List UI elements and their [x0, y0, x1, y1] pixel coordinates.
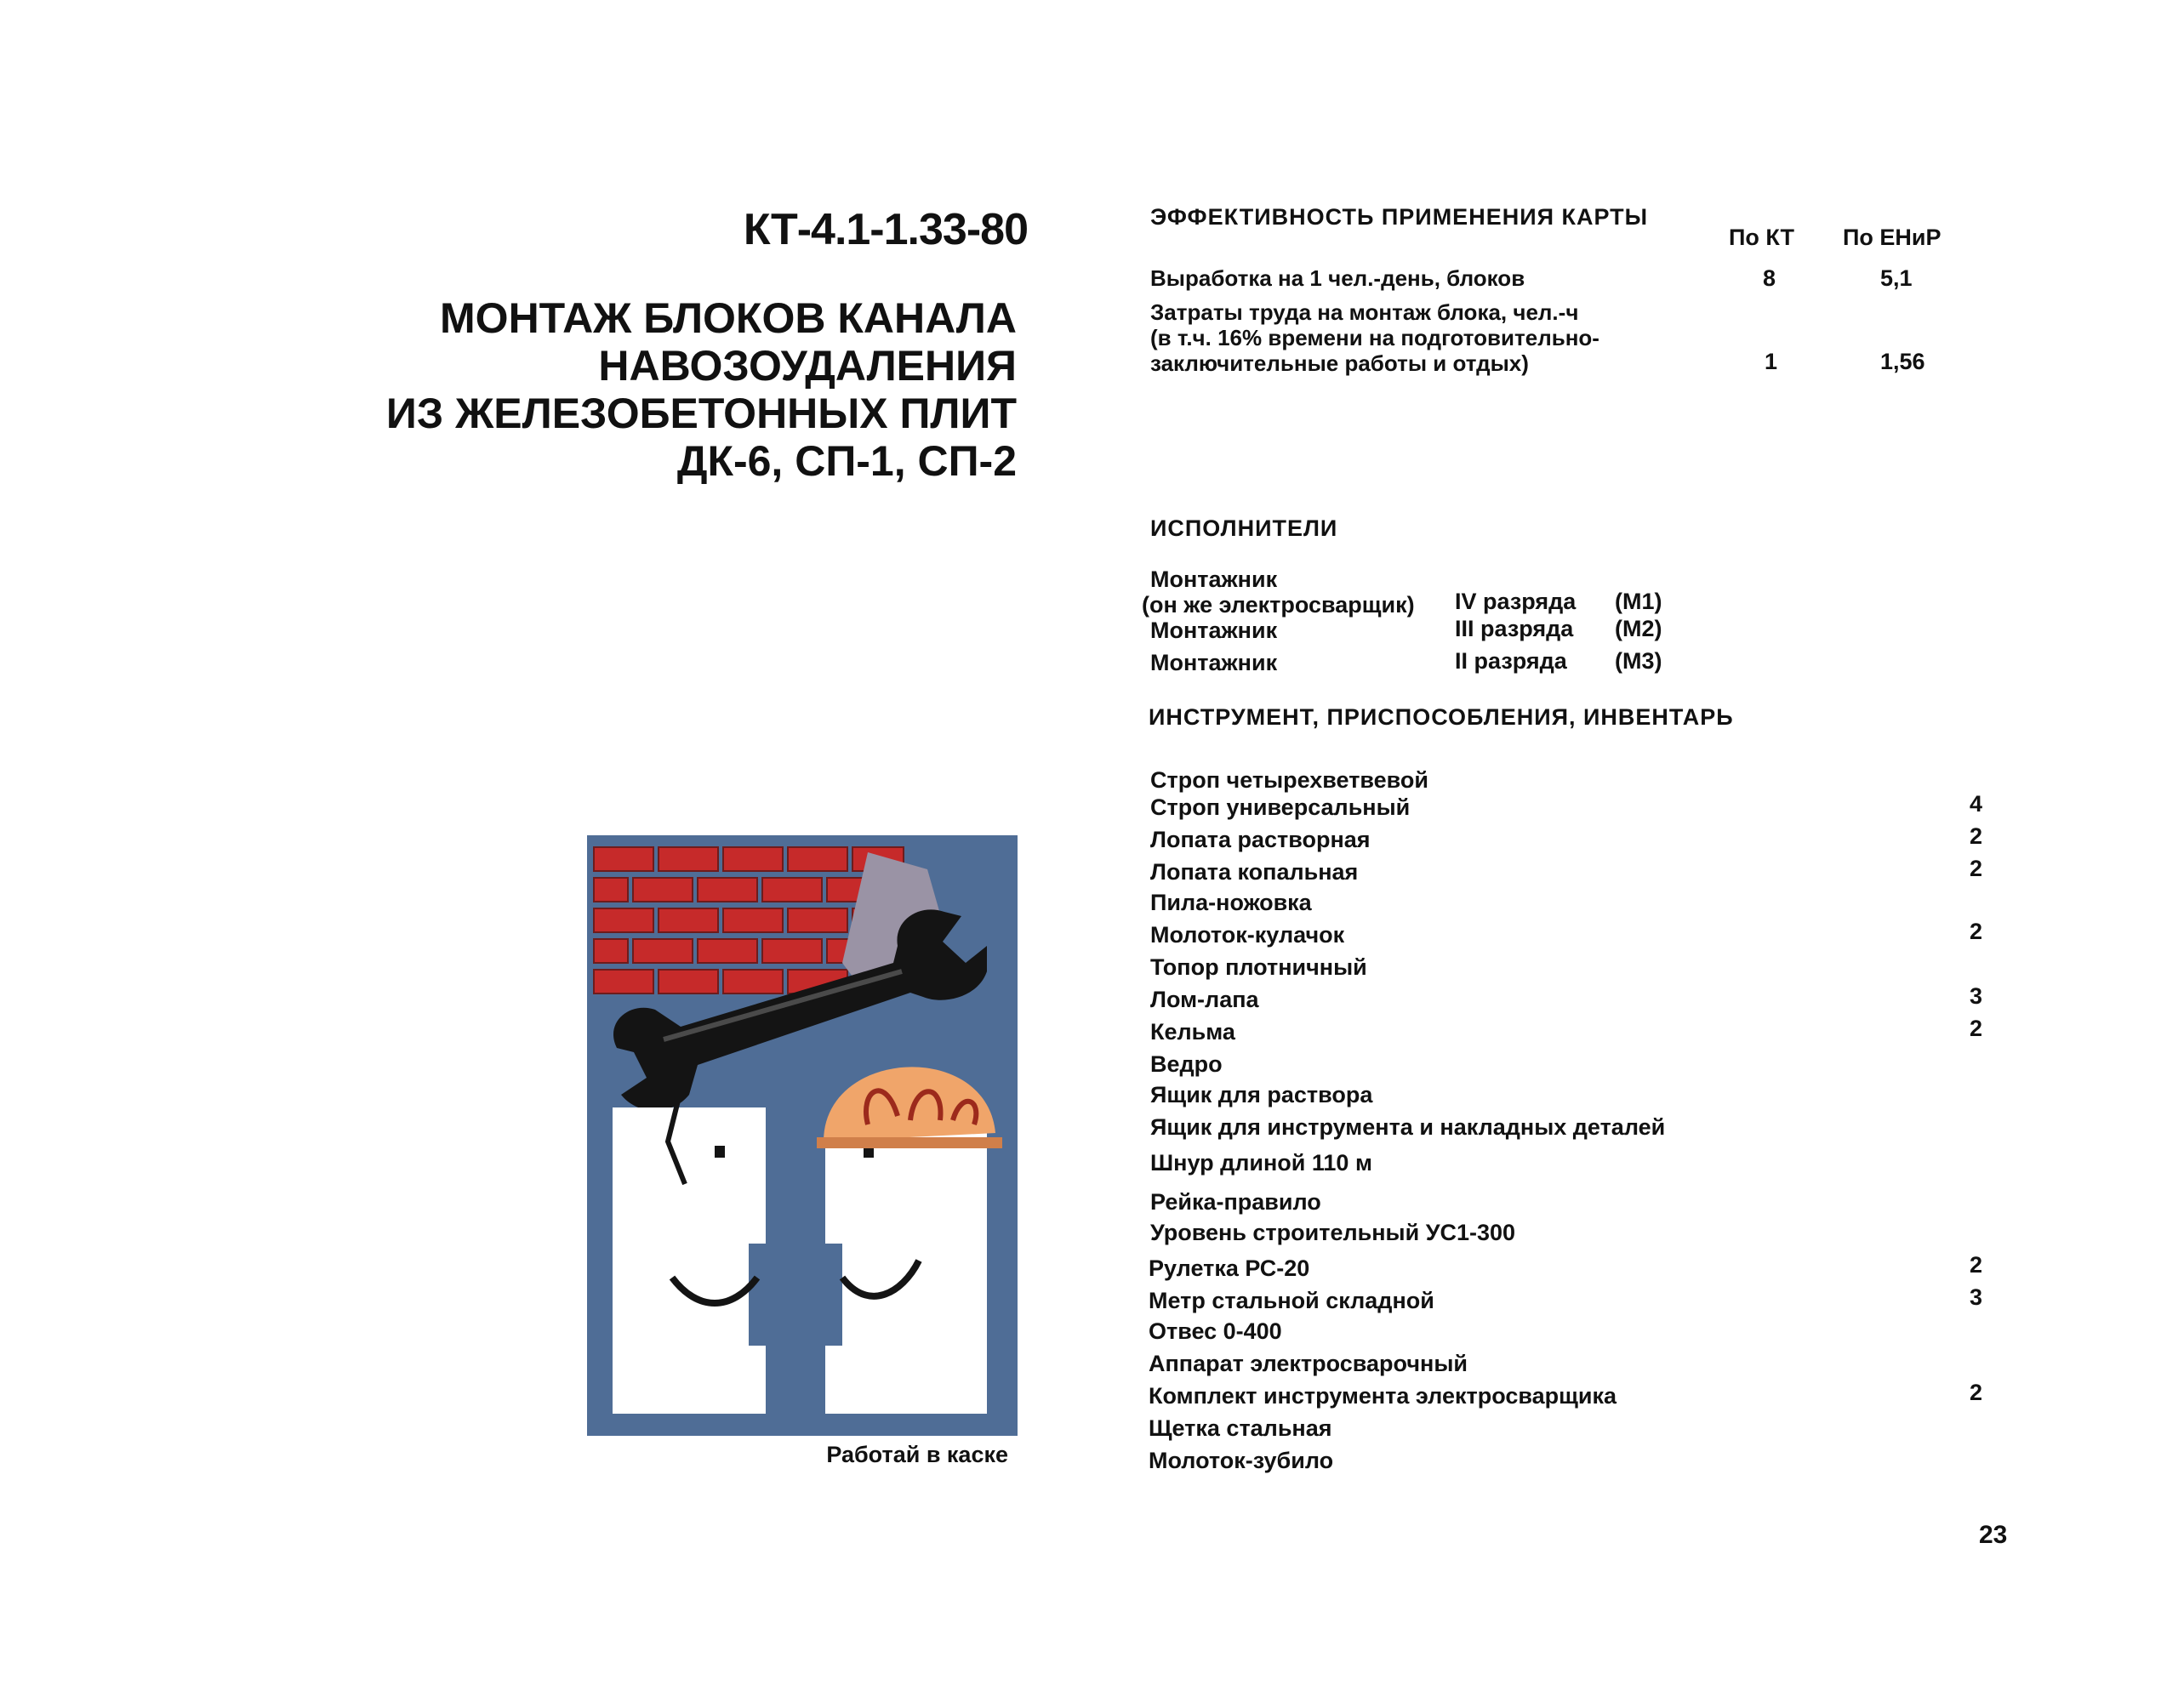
tool-name: Лопата копальная — [1150, 859, 1359, 885]
tool-name: Строп универсальный — [1150, 794, 1411, 820]
tools-heading: ИНСТРУМЕНТ, ПРИСПОСОБЛЕНИЯ, ИНВЕНТАРЬ — [1149, 704, 1734, 730]
efficiency-row-label: заключительные работы и отдых) — [1150, 350, 1529, 376]
tool-quantity: 3 — [1969, 1284, 1982, 1310]
card-code: КТ-4.1-1.33-80 — [743, 205, 1028, 254]
tool-name: Лом-лапа — [1150, 987, 1259, 1012]
workers-heading: ИСПОЛНИТЕЛИ — [1150, 515, 1338, 541]
worker-name: Монтажник — [1150, 618, 1278, 643]
tool-quantity: 2 — [1969, 1252, 1982, 1278]
safety-poster-illustration — [587, 835, 1018, 1436]
tool-name: Аппарат электросварочный — [1149, 1351, 1468, 1376]
column-header-kt: По КТ — [1729, 225, 1795, 250]
tool-name: Молоток-кулачок — [1150, 922, 1345, 948]
tool-quantity: 2 — [1969, 823, 1982, 849]
tool-quantity: 2 — [1969, 856, 1982, 881]
tool-name: Ведро — [1150, 1051, 1223, 1077]
left-figure-block — [613, 1107, 766, 1414]
efficiency-heading: ЭФФЕКТИВНОСТЬ ПРИМЕНЕНИЯ КАРТЫ — [1150, 204, 1649, 230]
worker-grade: III разряда — [1455, 616, 1574, 641]
tool-name: Лопата растворная — [1150, 827, 1371, 852]
column-header-enir: По ЕНиР — [1843, 225, 1941, 250]
tool-name: Комплект инструмента электросварщика — [1149, 1383, 1617, 1409]
title-line: НАВОЗОУДАЛЕНИЯ — [598, 342, 1017, 390]
worker-name: Монтажник — [1150, 650, 1278, 675]
worker-code: (М1) — [1615, 589, 1662, 614]
worker-code: (М2) — [1615, 616, 1662, 641]
tool-name: Топор плотничный — [1150, 954, 1367, 980]
efficiency-value-enir: 1,56 — [1880, 349, 1925, 374]
tool-quantity: 3 — [1969, 983, 1982, 1009]
worker-name: (он же электросварщик) — [1142, 592, 1415, 618]
efficiency-value-kt: 1 — [1765, 349, 1778, 374]
page-title — [386, 294, 1017, 485]
efficiency-value-kt: 8 — [1763, 265, 1776, 291]
left-figure-eye — [715, 1146, 725, 1158]
tool-name: Шнур длиной 110 м — [1150, 1150, 1372, 1176]
figure-gap — [749, 1244, 842, 1346]
title-line: ИЗ ЖЕЛЕЗОБЕТОННЫХ ПЛИТ — [385, 390, 1017, 437]
worker-grade: II разряда — [1455, 648, 1567, 674]
safety-poster-svg — [587, 835, 1018, 1436]
tool-name: Ящик для раствора — [1150, 1082, 1373, 1107]
tool-quantity: 2 — [1969, 1380, 1982, 1405]
right-figure-block — [825, 1133, 987, 1414]
tool-name: Отвес 0-400 — [1149, 1318, 1282, 1344]
title-line: ДК-6, СП-1, СП-2 — [676, 437, 1017, 485]
worker-name: Монтажник — [1150, 566, 1278, 592]
tool-name: Уровень строительный УС1-300 — [1150, 1220, 1516, 1245]
title-line: МОНТАЖ БЛОКОВ КАНАЛА — [440, 294, 1017, 342]
poster-caption: Работай в каске — [826, 1442, 1008, 1467]
tool-name: Пила-ножовка — [1150, 890, 1312, 915]
efficiency-row-label: (в т.ч. 16% времени на подготовительно- — [1150, 325, 1599, 350]
tool-name: Молоток-зубило — [1149, 1448, 1334, 1473]
efficiency-value-enir: 5,1 — [1880, 265, 1913, 291]
efficiency-row-label: Выработка на 1 чел.-день, блоков — [1150, 265, 1525, 291]
worker-code: (М3) — [1615, 648, 1662, 674]
tool-name: Метр стальной складной — [1149, 1288, 1434, 1313]
tool-name: Строп четырехветвевой — [1150, 767, 1429, 793]
page-number: 23 — [1979, 1521, 2008, 1549]
worker-grade: IV разряда — [1455, 589, 1577, 614]
tool-name: Рейка-правило — [1150, 1189, 1321, 1215]
tool-quantity: 2 — [1969, 1016, 1982, 1041]
tool-name: Рулетка РС-20 — [1149, 1255, 1310, 1281]
tool-quantity: 4 — [1969, 791, 1982, 817]
tool-name: Щетка стальная — [1149, 1415, 1332, 1441]
tool-name: Ящик для инструмента и накладных деталей — [1150, 1114, 1666, 1140]
tool-name: Кельма — [1150, 1019, 1235, 1045]
tool-quantity: 2 — [1969, 919, 1982, 944]
efficiency-row-label: Затраты труда на монтаж блока, чел.-ч — [1150, 299, 1579, 325]
